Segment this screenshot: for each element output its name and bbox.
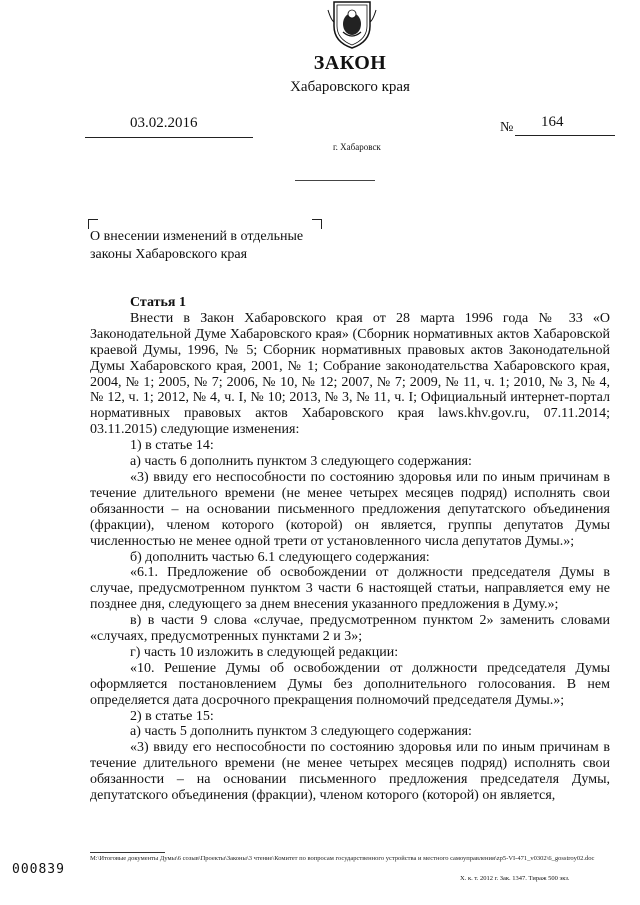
footer-divider bbox=[90, 852, 165, 853]
document-number: 164 bbox=[541, 114, 564, 130]
body-paragraph: а) часть 5 дополнить пунктом 3 следующего содержания: bbox=[130, 724, 472, 740]
article-title: Статья 1 bbox=[130, 295, 186, 310]
body-paragraph: б) дополнить частью 6.1 следующего содержания: bbox=[130, 549, 430, 565]
body-paragraph: 2) в статье 15: bbox=[130, 708, 214, 724]
body-paragraph: а) часть 6 дополнить пунктом 3 следующего содержания: bbox=[130, 454, 472, 470]
document-subject: О внесении изменений в отдельные законы Хабаровского края bbox=[90, 229, 304, 262]
body-paragraph: в) в части 9 слова «случае, предусмотренном пунктом 2» заменить словами «случаях, предусмотренных пунктами 2 и 3»; bbox=[90, 613, 610, 645]
body-paragraph: Внести в Закон Хабаровского края от 28 марта 1996 года № 33 «О Законодательной Думе Хабаровского края» (Сборник нормативных актов Хабаровской краевой Думы, 1996, № 5; Сборник нормативных правовых актов Законодательной Думы Хабаровского края, 2001, № 1; Собрание законодательства Хабаровского края, 2004, № 1; 2005, № 7; 2006, № 10, № 12; 2007, № 7; 2009, № 11, ч. 1; 2010, № 3, № 4, № 12, ч. 1; 2012, № 4, ч. I, № 10; 2013, № 3, № 11, ч. I; Официальный интернет-портал нормативных правовых актов Хабаровского края laws.khv.gov.ru, 07.11.2014; 03.11.2015) следующие изменения: bbox=[90, 310, 610, 438]
coat-of-arms-emblem bbox=[326, 0, 378, 50]
number-underline bbox=[515, 135, 615, 136]
file-path-footer: M:\Итоговые документы Думы\6 созыв\Проекты\Законы\3 чтение\Комитет по вопросам государственного устройства и местного самоуправления\zp5-VI-471_v0302\6_gosstroy02.doc bbox=[90, 855, 595, 862]
body-paragraph: г) часть 10 изложить в следующей редакции: bbox=[130, 644, 399, 660]
body-paragraph: 1) в статье 14: bbox=[130, 438, 214, 454]
body-paragraph: «10. Решение Думы об освобождении от должности председателя Думы оформляется постановлением Думы без дополнительного голосования. В нем определяется дата досрочного прекращения полномочий председателя Думы.»; bbox=[90, 660, 610, 708]
date-underline bbox=[85, 137, 253, 138]
city-divider bbox=[295, 180, 375, 181]
document-date: 03.02.2016 bbox=[130, 115, 198, 131]
document-subtitle: Хабаровского края bbox=[290, 79, 410, 95]
print-info: Х. к. т. 2012 г. Зак. 1347. Тираж 500 экз. bbox=[460, 875, 570, 882]
document-body bbox=[90, 295, 610, 804]
body-paragraph: «6.1. Предложение об освобождении от должности председателя Думы в случае, предусмотренном пунктом 3 части 6 настоящей статьи, направляется ему не позднее дня, следующего за днем внесения указанного предложения в Думу.»; bbox=[90, 565, 610, 613]
body-paragraph: «3) ввиду его неспособности по состоянию здоровья или по иным причинам в течение длительного времени (не менее четырех месяцев подряд) исполнять свои обязанности – на основании письменного предложения депутатского объединения (фракции), членом которого (которой) он является, группы депутатов Думы численностью не менее одной трети от установленного числа депутатов Думы.»; bbox=[90, 469, 610, 549]
number-sign: № bbox=[500, 120, 514, 135]
stamp-number: 000839 bbox=[12, 862, 65, 877]
document-title: ЗАКОН bbox=[313, 52, 387, 74]
city-label: г. Хабаровск bbox=[333, 142, 381, 152]
body-paragraph: «3) ввиду его неспособности по состоянию здоровья или по иным причинам в течение длительного времени (не менее четырех месяцев подряд) исполнять свои обязанности – на основании письменного предложения председателя Думы, депутатского объединения (фракции), членом которого (которой) он является, bbox=[90, 740, 610, 804]
